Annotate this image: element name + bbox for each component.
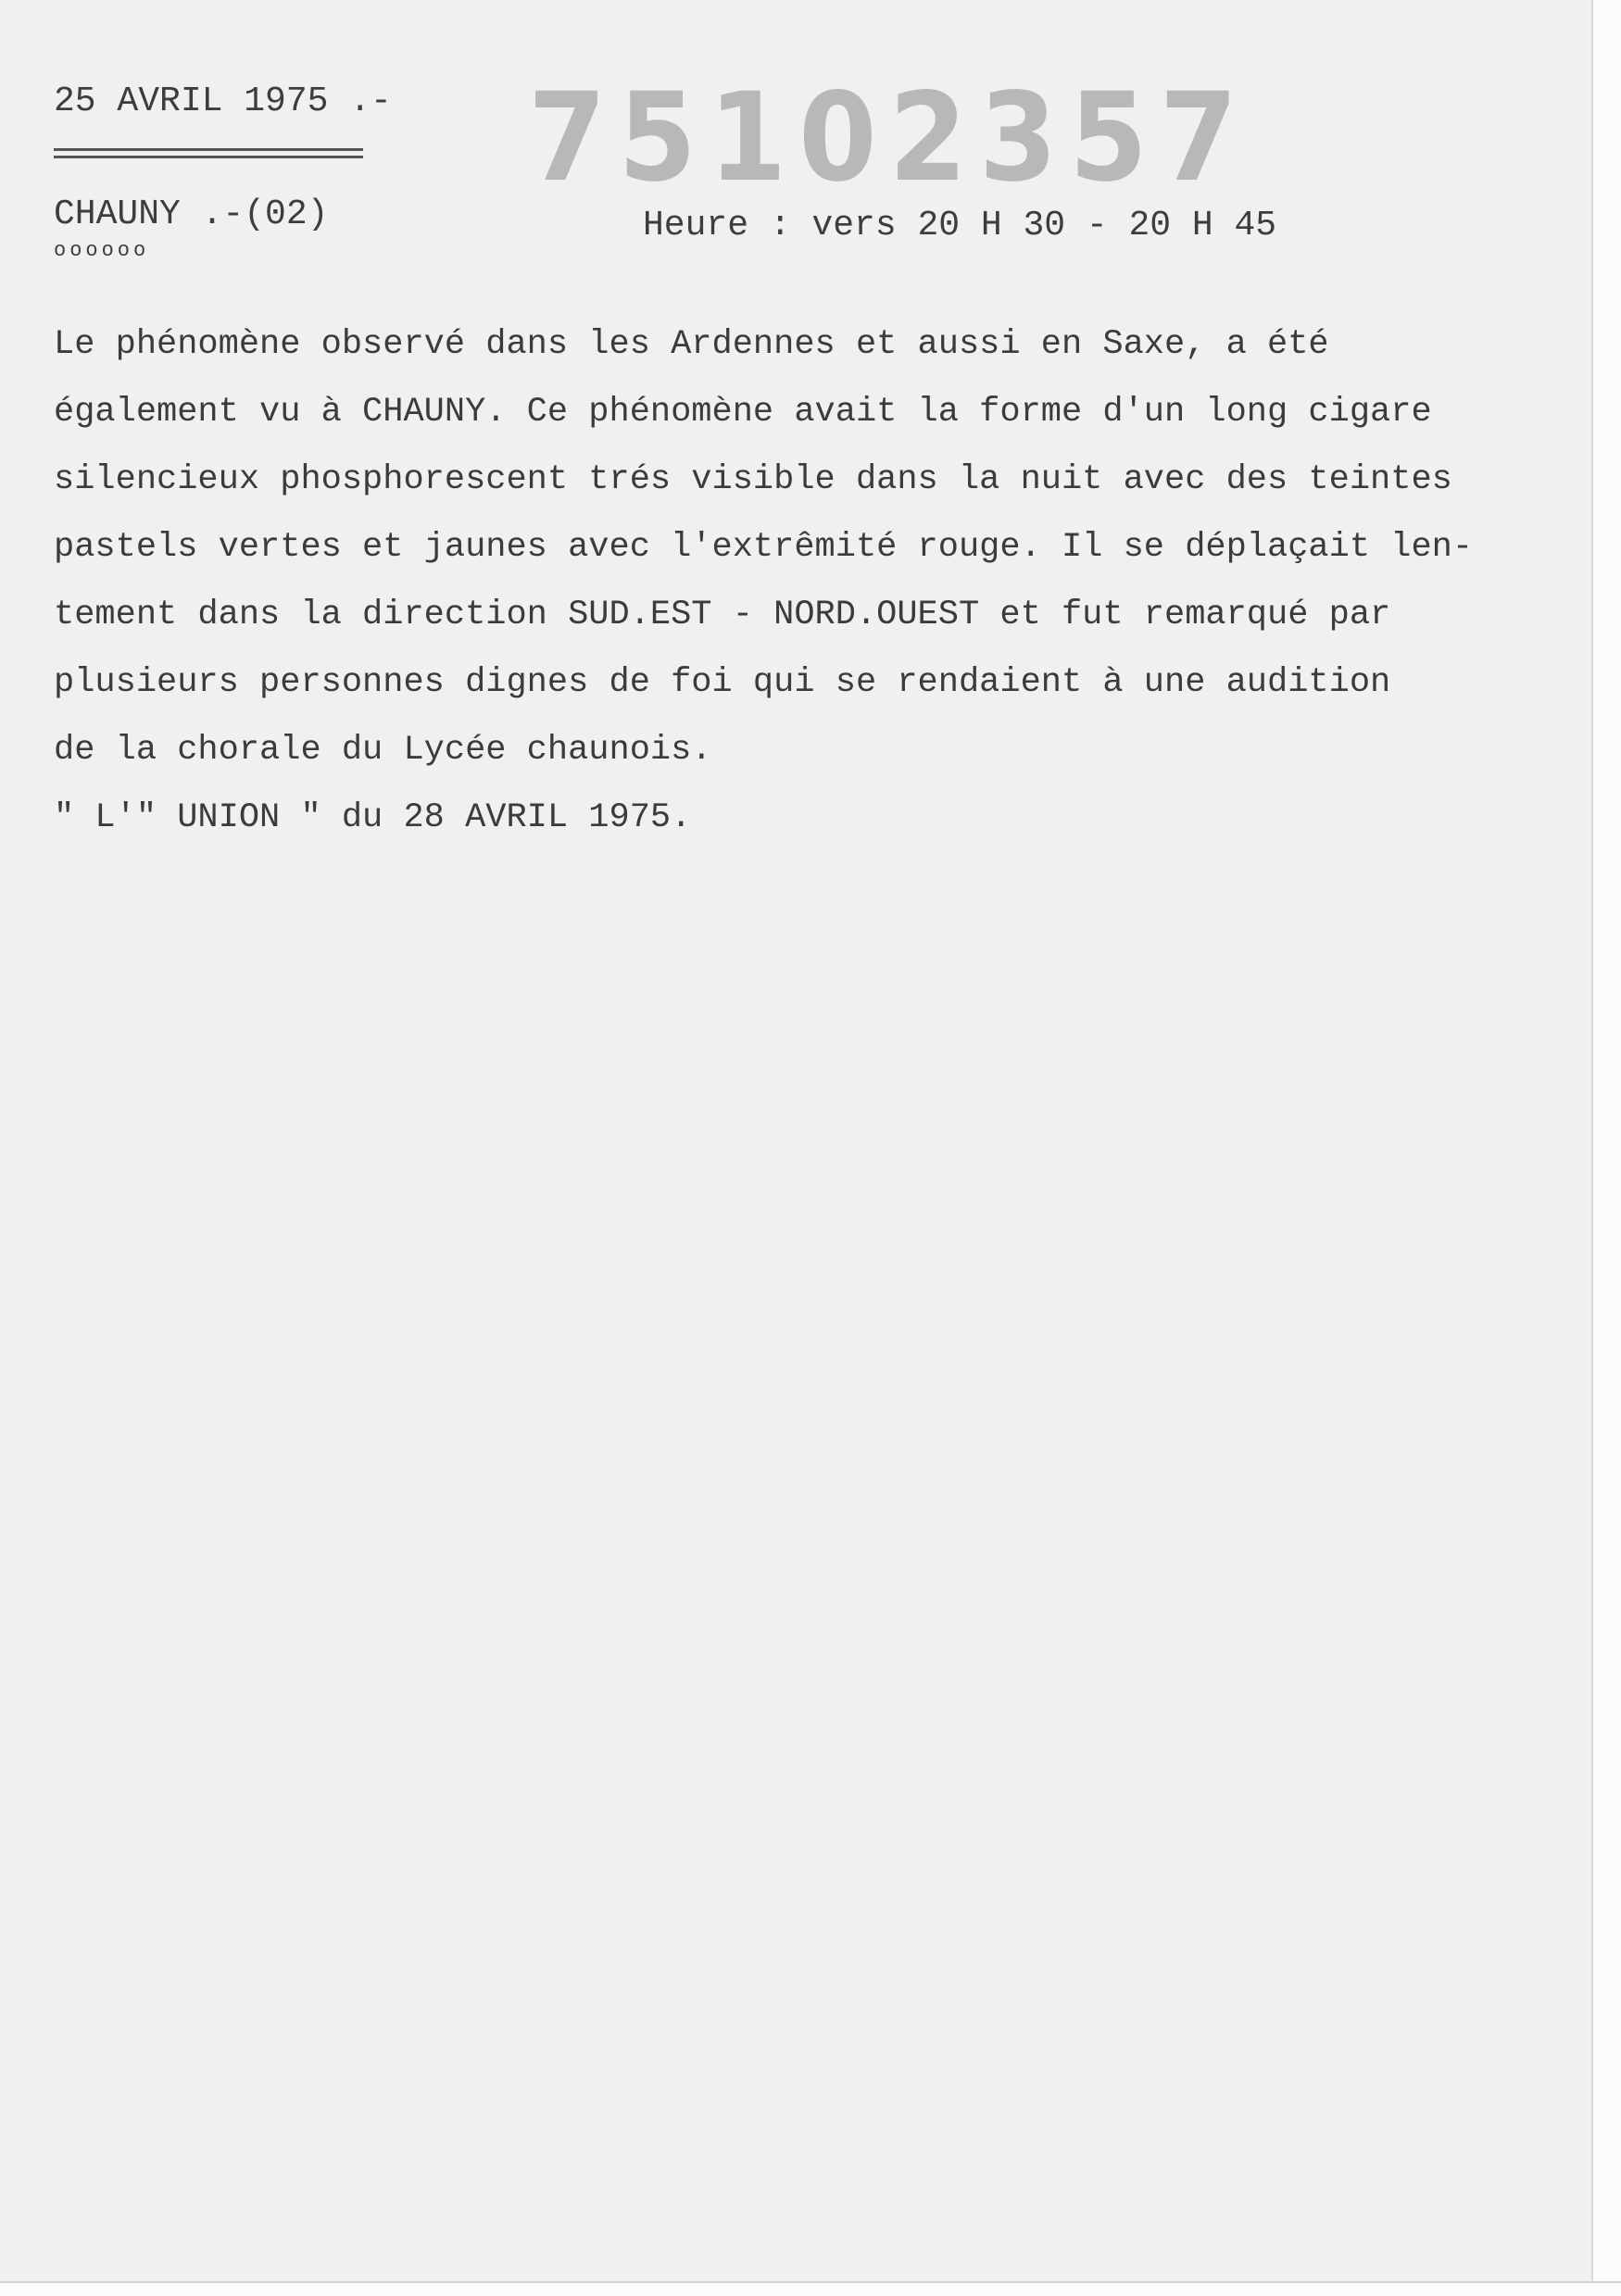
location-line: CHAUNY .-(02) [54,194,329,234]
date-underline [54,148,363,158]
body-line: de la chorale du Lycée chaunois. [54,731,712,770]
report-body [54,311,1473,852]
time-line: Heure : vers 20 H 30 - 20 H 45 [643,206,1277,245]
body-line: Le phénomène observé dans les Ardennes et aussi en Saxe, a été [54,325,1329,364]
body-line: également vu à CHAUNY. Ce phénomène avait la forme d'un long cigare [54,393,1432,432]
page-right-edge [1591,0,1621,2296]
body-line: plusieurs personnes dignes de foi qui se rendaient à une audition [54,663,1391,702]
reference-number-stamp: 75102357 [528,67,1250,209]
source-citation: " L'" UNION " du 28 AVRIL 1975. [54,798,692,837]
location-separator: oooooo [54,239,150,262]
page-bottom-edge [0,2281,1621,2296]
report-date: 25 AVRIL 1975 .- [54,82,392,121]
body-line: pastels vertes et jaunes avec l'extrêmité rouge. Il se déplaçait len- [54,528,1474,567]
body-line: silencieux phosphorescent trés visible dans la nuit avec des teintes [54,460,1452,499]
body-line: tement dans la direction SUD.EST - NORD.OUEST et fut remarqué par [54,596,1391,634]
